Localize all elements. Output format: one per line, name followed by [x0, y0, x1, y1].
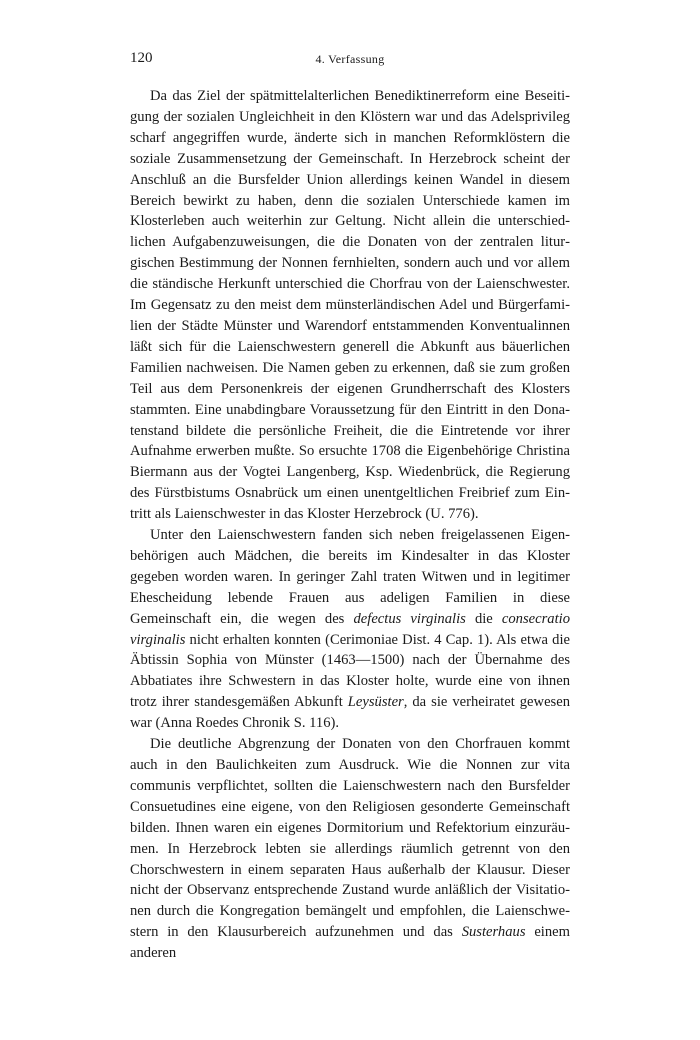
body-text [130, 86, 570, 964]
text-segment: einem anderen [130, 924, 570, 962]
text-segment: die [465, 610, 502, 627]
paragraph [130, 525, 570, 734]
text-segment: , da sie verheiratet gewesen war (Anna Roedes Chronik S. 116). [130, 694, 571, 732]
text-segment: Die deutliche Abgrenzung der Donaten von den Chorfrauen kommt auch in den Baulichkeiten zum Ausdruck. Wie die Nonnen zur vita communis verpflichtet, sollten die Laienschwestern nach den Bursfelder Consuetudines eine eigene, von den Religiosen gesonderte Gemeinschaft bilden. Ihnen waren ein eigenes Dormitorium und Refektorium einzuräumen. In Herzebrock lebten sie allerdings räumlich getrennt von den Chorschwestern in einem separaten Haus außerhalb der Klausur. Dieser nicht der Observanz entsprechende Zustand wurde anläßlich der Visitationen durch die Kongregation bemängelt und empfohlen, die Laienschwestern in den Klausurbereich aufzunehmen und das [130, 736, 570, 941]
text-segment: Unter den Laienschwestern fanden sich neben freigelassenen Eigenbehörigen auch Mädchen, die bereits im Kindesalter in das Kloster gegeben worden waren. In geringer Zahl traten Witwen und in legitimer Ehescheidung lebende Frauen aus adeligen Familien in diese Gemeinschaft ein, die wegen des [130, 527, 570, 627]
text-segment: Da das Ziel der spätmittelalterlichen Benediktinerreform eine Beseitigung der sozialen Ungleichheit in den Klöstern war und das Adelsprivileg scharf angegriffen wurde, änderte sich in manchen Reformklöstern die soziale Zusammensetzung der Gemeinschaft. In Herzebrock scheint der Anschluß an die Bursfelder Union allerdings keinen Wandel in diesem Bereich bewirkt zu haben, denn die sozialen Unterschiede kamen im Klosterleben auch weiterhin zur Geltung. Nicht allein die unterschiedlichen Aufgabenzuweisungen, die die Donaten von der zentralen liturgischen Bestimmung der Nonnen fernhielten, sondern auch und vor allem die ständische Herkunft unterschied die Chorfrau von der Laienschwester. Im Gegensatz zu den meist dem münsterländischen Adel und Bürgerfamilien der Städte Münster und Warendorf entstammenden Konventualinnen läßt sich für die Laienschwestern generell die Abkunft aus bäuerlichen Familien nachweisen. Die Namen geben zu erkennen, daß sie zum großen Teil aus dem Personenkreis der eigenen Grundherrschaft des Klosters stammten. Eine unabdingbare Voraussetzung für den Eintritt in den Donatenstand bildete die persönliche Freiheit, die die Eintretende vor ihrer Aufnahme erwerben mußte. So ersuchte 1708 die Eigenbehörige Christina Biermann aus der Vogtei Langenberg, Ksp. Wiedenbrück, die Regierung des Fürstbistums Osnabrück um einen unentgeltlichen Freibrief zum Eintritt als Laienschwester in das Kloster Herzebrock (U. 776). [130, 88, 570, 523]
running-head: 4. Verfassung [315, 52, 385, 66]
text-segment: nicht erhalten konnten (Cerimoniae Dist. 4 Cap. 1). Als etwa die Äbtissin Sophia von Münster (1463—1500) nach der Übernahme des Abbatiates ihre Schwestern in das Kloster holte, wurde eine von ihnen trotz ihrer standesgemäßen Abkunft [130, 631, 570, 711]
italic-term: defectus virginalis [353, 610, 466, 627]
italic-term: Leysüster [347, 694, 404, 711]
paragraph [130, 86, 570, 525]
italic-term: Susterhaus [461, 924, 526, 941]
paragraph [130, 734, 570, 964]
italic-term: consecratio virginalis [130, 610, 570, 648]
page-header [130, 50, 570, 72]
page-number: 120 [130, 50, 153, 66]
